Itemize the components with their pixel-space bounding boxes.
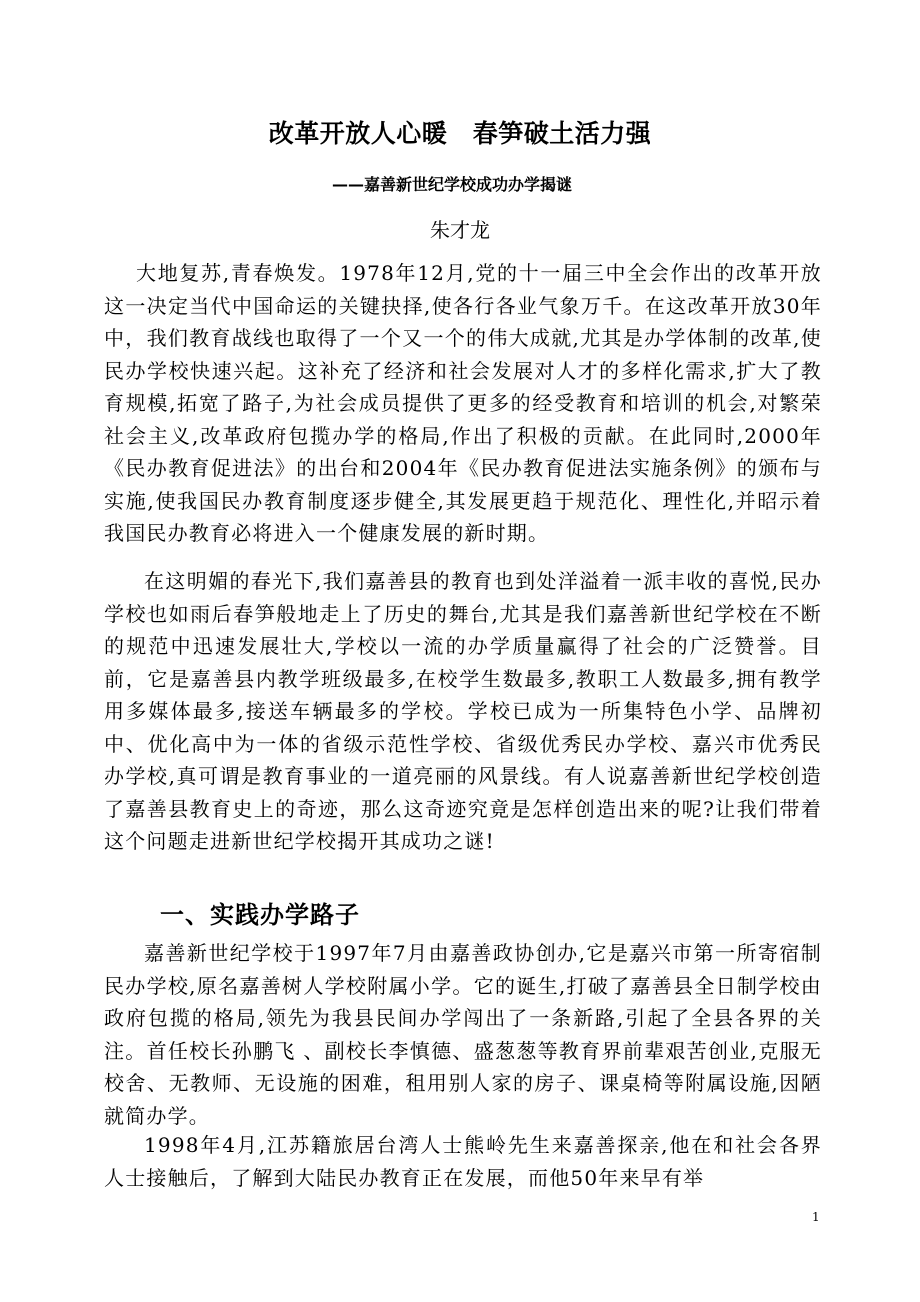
- paragraph-text: 嘉善新世纪学校于1997年7月由嘉善政协创办,它是嘉兴市第一所寄宿制民办学校,原名嘉善树人学校附属小学。它的诞生,打破了嘉善县全日制学校由政府包揽的格局,领先为我县民间办学闯出了一条新路,引起了全县各界的关注。首任校长孙鹏飞 、副校长李慎德、盛葱葱等教育界前辈艰苦创业,克服无校舍、无教师、无设施的困难，租用别人家的房子、课桌椅等附属设施,因陋就简办学。: [104, 941, 822, 1128]
- intro-paragraph-2: [104, 565, 822, 858]
- paragraph-text: 大地复苏,青春焕发。1978年12月,党的十一届三中全会作出的改革开放这一决定当代中国命运的关键抉择,使各行各业气象万千。在这改革开放30年中，我们教育战线也取得了一个又一个的伟大成就,尤其是办学体制的改革,使民办学校快速兴起。这补充了经济和社会发展对人才的多样化需求,扩大了教育规模,拓宽了路子,为社会成员提供了更多的经受教育和培训的机会,对繁荣社会主义,改革政府包揽办学的格局,作出了积极的贡献。在此同时,2000年《民办教育促进法》的出台和2004年《民办教育促进法实施条例》的颁布与实施,使我国民办教育制度逐步健全,其发展更趋于规范化、理性化,并昭示着我国民办教育必将进入一个健康发展的新时期。: [104, 261, 822, 545]
- document-subtitle: ——嘉善新世纪学校成功办学揭谜: [332, 175, 573, 194]
- document-title: 改革开放人心暖 春笋破土活力强: [268, 119, 652, 148]
- paragraph-text: 1998年4月,江苏籍旅居台湾人士熊岭先生来嘉善探亲,他在和社会各界人士接触后，了解到大陆民办教育正在发展，而他50年来早有举: [104, 1133, 822, 1190]
- section-paragraph-1: [104, 937, 822, 1132]
- paragraph-text: 在这明媚的春光下,我们嘉善县的教育也到处洋溢着一派丰收的喜悦,民办学校也如雨后春笋般地走上了历史的舞台,尤其是我们嘉善新世纪学校在不断的规范中迅速发展壮大,学校以一流的办学质量赢得了社会的广泛赞誉。目前，它是嘉善县内教学班级最多,在校学生数最多,教职工人数最多,拥有教学用多媒体最多,接送车辆最多的学校。学校已成为一所集特色小学、品牌初中、优化高中为一体的省级示范性学校、省级优秀民办学校、嘉兴市优秀民办学校,真可谓是教育事业的一道亮丽的风景线。有人说嘉善新世纪学校创造了嘉善县教育史上的奇迹，那么这奇迹究竟是怎样创造出来的呢?让我们带着这个问题走进新世纪学校揭开其成功之谜!: [104, 569, 822, 853]
- section-paragraph-2: [104, 1129, 822, 1194]
- intro-paragraph-1: [104, 257, 822, 550]
- author-name: 朱才龙: [430, 218, 490, 242]
- section-heading: 一、实践办学路子: [160, 901, 360, 929]
- page-number: 1: [812, 1210, 820, 1224]
